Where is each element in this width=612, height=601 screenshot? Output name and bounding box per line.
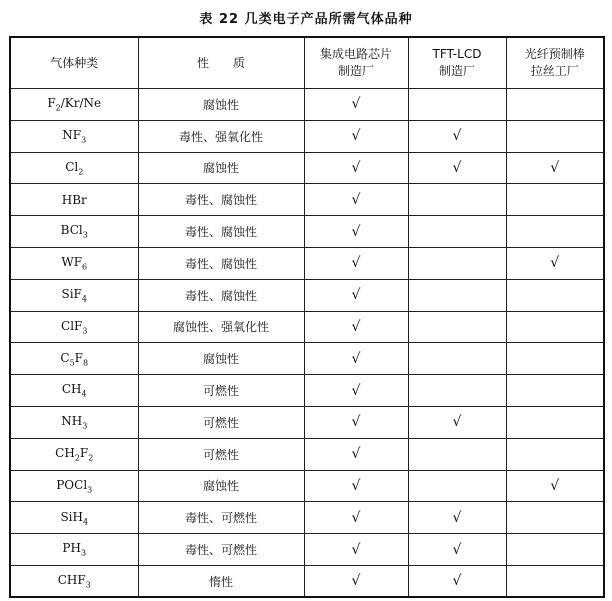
ic-fab-check-cell: √ [304, 152, 408, 184]
fiber-check-cell [506, 216, 604, 248]
table-title: 表 22 几类电子产品所需气体品种 [199, 12, 413, 27]
property-cell: 毒性、腐蚀性 [138, 279, 304, 311]
gas-name-cell [10, 216, 138, 248]
fiber-check-cell: √ [506, 152, 604, 184]
ic-fab-check-cell: √ [304, 534, 408, 566]
ic-fab-check-cell: √ [304, 406, 408, 438]
formula-text: PH [62, 541, 81, 556]
formula-text: CH [61, 382, 82, 397]
formula-text: ClF [61, 318, 83, 333]
ic-fab-check-cell: √ [304, 438, 408, 470]
formula-text: SiF [61, 286, 82, 301]
fiber-check-cell [506, 565, 604, 597]
gas-name-cell [10, 343, 138, 375]
table-row [10, 311, 604, 343]
table-row [10, 375, 604, 407]
table-row [10, 470, 604, 502]
header-ic-fab-line2: 制造厂 [337, 64, 374, 78]
formula-text: /Kr/Ne [60, 96, 102, 111]
property-cell: 可燃性 [138, 406, 304, 438]
formula-subscript: 4 [81, 389, 87, 399]
formula-text: CH [55, 445, 75, 460]
fiber-check-cell [506, 311, 604, 343]
table-row [10, 89, 604, 121]
header-fiber-plant-line2: 拉丝工厂 [530, 64, 579, 78]
gas-name-cell [10, 120, 138, 152]
gas-name-cell [10, 89, 138, 121]
fiber-check-cell [506, 343, 604, 375]
ic-fab-check-cell: √ [304, 89, 408, 121]
gas-name-cell [10, 470, 138, 502]
tft-lcd-check-cell: √ [408, 120, 506, 152]
fiber-check-cell [506, 279, 604, 311]
ic-fab-check-cell: √ [304, 279, 408, 311]
table-row [10, 502, 604, 534]
property-cell: 毒性、腐蚀性 [138, 216, 304, 248]
header-ic-fab [304, 37, 408, 89]
property-cell: 毒性、腐蚀性 [138, 247, 304, 279]
header-ic-fab-line1: 集成电路芯片 [319, 47, 392, 61]
property-cell: 毒性、可燃性 [138, 534, 304, 566]
property-cell: 毒性、腐蚀性 [138, 184, 304, 216]
fiber-check-cell [506, 534, 604, 566]
gas-name-cell [10, 565, 138, 597]
formula-subscript: 3 [81, 135, 87, 145]
formula-text: F [47, 96, 56, 111]
table-row [10, 152, 604, 184]
property-cell: 腐蚀性、强氧化性 [138, 311, 304, 343]
formula-subscript: 3 [82, 230, 88, 240]
ic-fab-check-cell: √ [304, 120, 408, 152]
table-row [10, 534, 604, 566]
formula-subscript: 8 [83, 357, 89, 367]
table-row [10, 247, 604, 279]
fiber-check-cell [506, 184, 604, 216]
formula-subscript: 3 [85, 580, 91, 590]
header-tft-lcd-fab-line1: TFT-LCD [432, 47, 482, 61]
tft-lcd-check-cell [408, 375, 506, 407]
property-cell: 毒性、强氧化性 [138, 120, 304, 152]
ic-fab-check-cell: √ [304, 311, 408, 343]
ic-fab-check-cell: √ [304, 343, 408, 375]
tft-lcd-check-cell [408, 216, 506, 248]
property-cell: 腐蚀性 [138, 89, 304, 121]
formula-subscript: 2 [78, 167, 84, 177]
gas-name-cell [10, 534, 138, 566]
gas-requirements-table [9, 36, 605, 598]
table-row [10, 565, 604, 597]
formula-text: SiH [60, 509, 83, 524]
formula-subscript: 2 [55, 103, 61, 113]
fiber-check-cell [506, 438, 604, 470]
tft-lcd-check-cell [408, 184, 506, 216]
ic-fab-check-cell: √ [304, 565, 408, 597]
ic-fab-check-cell: √ [304, 247, 408, 279]
formula-text: C [60, 350, 70, 365]
property-cell: 腐蚀性 [138, 343, 304, 375]
property-cell: 腐蚀性 [138, 152, 304, 184]
formula-text: NF [62, 128, 82, 142]
table-row [10, 406, 604, 438]
gas-name-cell [10, 311, 138, 343]
table-row [10, 438, 604, 470]
header-tft-lcd-fab-line2: 制造厂 [438, 64, 475, 78]
gas-name-cell [10, 406, 138, 438]
table-row [10, 343, 604, 375]
formula-subscript: 2 [74, 453, 80, 463]
formula-subscript: 3 [82, 326, 88, 336]
property-cell: 腐蚀性 [138, 470, 304, 502]
fiber-check-cell [506, 502, 604, 534]
formula-subscript: 4 [82, 516, 89, 526]
fiber-check-cell: √ [506, 247, 604, 279]
formula-subscript: 3 [82, 421, 88, 431]
formula-text: WF [61, 255, 83, 270]
tft-lcd-check-cell [408, 470, 506, 502]
formula-subscript: 2 [88, 453, 94, 463]
formula-text: POCl [56, 477, 88, 492]
table-row [10, 216, 604, 248]
gas-name-cell [10, 375, 138, 407]
formula-subscript: 6 [82, 262, 88, 272]
tft-lcd-check-cell: √ [408, 152, 506, 184]
tft-lcd-check-cell [408, 438, 506, 470]
tft-lcd-check-cell [408, 343, 506, 375]
formula-subscript: 3 [80, 548, 87, 558]
formula-subscript: 3 [87, 485, 93, 495]
gas-name-cell [10, 184, 138, 216]
table-row [10, 184, 604, 216]
tft-lcd-check-cell: √ [408, 502, 506, 534]
header-tft-lcd-fab [408, 37, 506, 89]
table-row [10, 279, 604, 311]
formula-subscript: 5 [69, 357, 75, 367]
formula-text: CHF [57, 572, 86, 587]
tft-lcd-check-cell: √ [408, 534, 506, 566]
header-gas-type: 气体种类 [10, 37, 138, 89]
header-property: 性 质 [138, 37, 304, 89]
ic-fab-check-cell: √ [304, 184, 408, 216]
tft-lcd-check-cell: √ [408, 406, 506, 438]
formula-text: F [74, 350, 83, 365]
ic-fab-check-cell: √ [304, 216, 408, 248]
fiber-check-cell [506, 406, 604, 438]
gas-name-cell [10, 279, 138, 311]
property-cell: 惰性 [138, 565, 304, 597]
gas-name-cell [10, 152, 138, 184]
tft-lcd-check-cell [408, 247, 506, 279]
header-fiber-plant-line1: 光纤预制棒 [524, 47, 585, 61]
ic-fab-check-cell: √ [304, 470, 408, 502]
formula-text: HBr [61, 192, 87, 207]
fiber-check-cell [506, 89, 604, 121]
fiber-check-cell [506, 375, 604, 407]
tft-lcd-check-cell [408, 279, 506, 311]
formula-subscript: 4 [81, 294, 87, 304]
header-fiber-plant [506, 37, 604, 89]
property-cell: 可燃性 [138, 438, 304, 470]
tft-lcd-check-cell [408, 311, 506, 343]
tft-lcd-check-cell: √ [408, 565, 506, 597]
formula-text: BCl [60, 223, 83, 238]
fiber-check-cell [506, 120, 604, 152]
formula-text: F [79, 445, 89, 460]
gas-name-cell [10, 438, 138, 470]
property-cell: 可燃性 [138, 375, 304, 407]
ic-fab-check-cell: √ [304, 375, 408, 407]
formula-text: NH [61, 414, 83, 429]
ic-fab-check-cell: √ [304, 502, 408, 534]
property-cell: 毒性、可燃性 [138, 502, 304, 534]
tft-lcd-check-cell [408, 89, 506, 121]
table-row [10, 120, 604, 152]
fiber-check-cell: √ [506, 470, 604, 502]
gas-name-cell [10, 502, 138, 534]
formula-text: Cl [65, 159, 79, 174]
gas-name-cell [10, 247, 138, 279]
table-body [10, 89, 604, 598]
